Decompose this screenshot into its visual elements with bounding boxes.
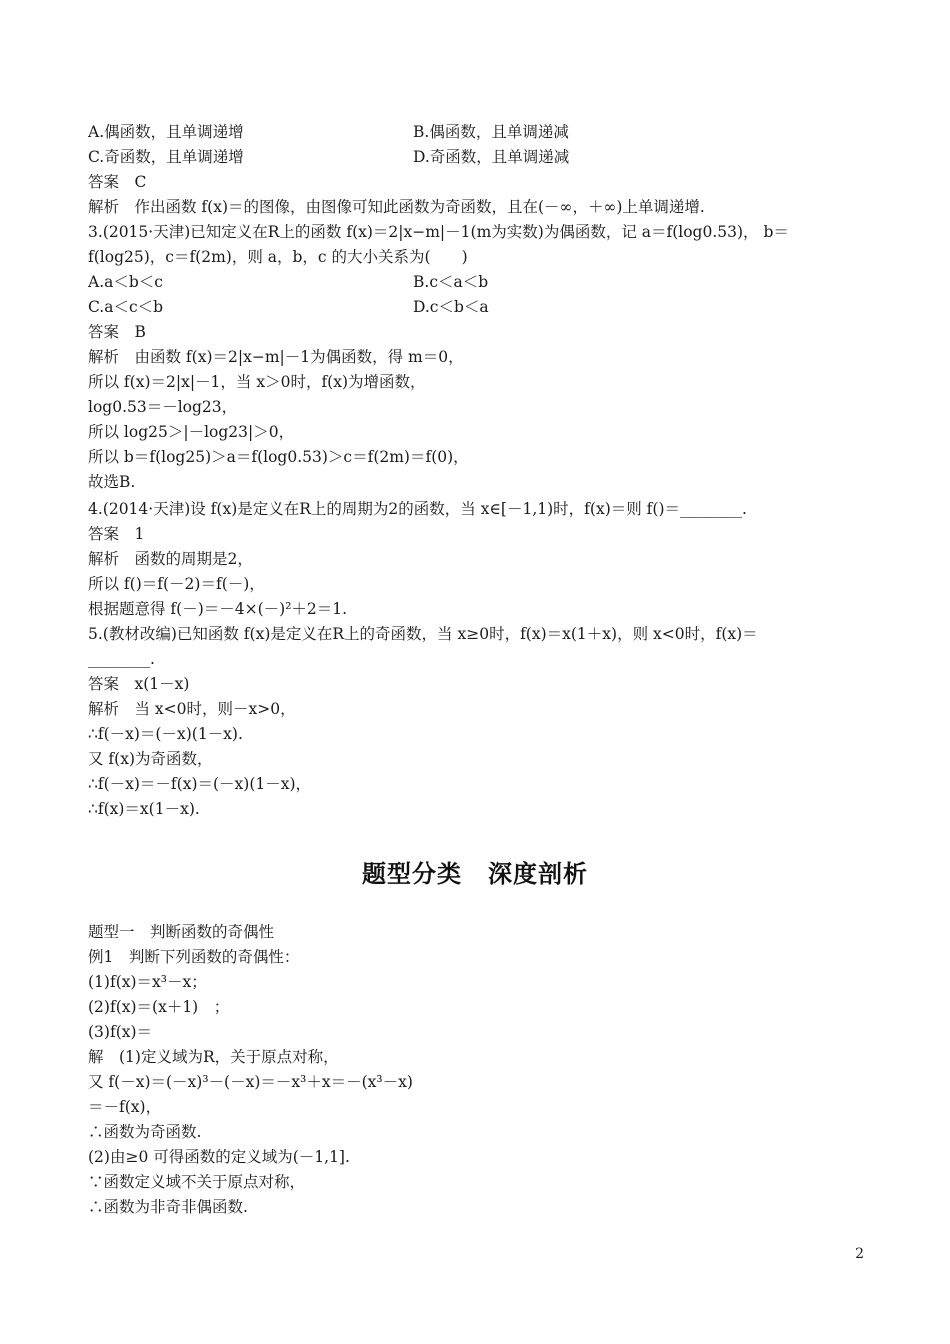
option-text: B.偶函数，且单调递减 (413, 123, 569, 141)
text-line: (3)f(x)＝ (88, 1023, 153, 1041)
option-row (88, 120, 868, 145)
option-row (88, 270, 868, 295)
text-line: 所以 b＝f(log25)＞a＝f(log0.53)＞c＝f(2m)＝f(0)， (88, 448, 469, 466)
option-text: A.偶函数，且单调递增 (88, 123, 244, 141)
text-line: 解析 函数的周期是2， (88, 550, 253, 568)
text-line: 解析 由函数 f(x)＝2|x−m|－1为偶函数，得 m＝0， (88, 348, 464, 366)
text-line: ∴f(－x)＝－f(x)＝(－x)(1－x)， (88, 775, 312, 793)
section-heading-right: 深度剖析 (488, 860, 588, 888)
option-text: D.c＜b＜a (413, 298, 489, 316)
text-line: (2)由≥0 可得函数的定义域为(－1,1]. (88, 1148, 350, 1166)
text-line: 4.(2014·天津)设 f(x)是定义在R上的周期为2的函数，当 x∈[－1,1)时，f(x)＝则 f()＝________. (88, 500, 747, 518)
text-line: 答案 C (88, 173, 147, 191)
text-line: 答案 B (88, 323, 146, 341)
option-row (88, 145, 868, 170)
text-line: ∵函数定义域不关于原点对称， (88, 1173, 306, 1191)
text-line: ∴f(－x)＝(－x)(1－x). (88, 725, 243, 743)
text-line: ∴函数为奇函数. (88, 1123, 202, 1141)
text-line: 所以 log25＞|－log23|＞0， (88, 423, 295, 441)
option-text: C.奇函数，且单调递增 (88, 148, 244, 166)
text-line: 解析 当 x<0时，则－x>0， (88, 700, 296, 718)
text-line: 答案 x(1－x) (88, 675, 190, 693)
text-line: 又 f(－x)＝(－x)³－(－x)＝－x³＋x＝－(x³－x) (88, 1073, 413, 1091)
option-text: C.a＜c＜b (88, 298, 164, 316)
text-line: ∴f(x)＝x(1－x). (88, 800, 200, 818)
option-text: A.a＜b＜c (88, 273, 163, 291)
text-line: 解析 作出函数 f(x)＝的图像，由图像可知此函数为奇函数，且在(－∞，＋∞)上单调递增. (88, 198, 705, 216)
text-line: ＝－f(x)， (88, 1098, 162, 1116)
text-line: 解 (1)定义域为R，关于原点对称， (88, 1048, 339, 1066)
option-text: B.c＜a＜b (413, 273, 489, 291)
section-heading (0, 856, 950, 892)
text-line: 根据题意得 f(－)＝－4×(－)²＋2＝1. (88, 600, 348, 618)
text-line: 5.(教材改编)已知函数 f(x)是定义在R上的奇函数，当 x≥0时，f(x)＝x(1＋x)，则 x<0时，f(x)＝ (88, 625, 758, 643)
text-line: ________. (88, 650, 155, 668)
text-line: 题型一 判断函数的奇偶性 (88, 923, 275, 941)
option-text: D.奇函数，且单调递减 (413, 148, 570, 166)
text-line: 答案 1 (88, 525, 145, 543)
text-line: (2)f(x)＝(x＋1) ； (88, 998, 230, 1016)
text-line: 例1 判断下列函数的奇偶性： (88, 948, 300, 966)
text-line: 所以 f(x)＝2|x|－1，当 x＞0时，f(x)为增函数， (88, 373, 426, 391)
page-number: 2 (855, 1246, 864, 1262)
option-row (88, 295, 868, 320)
text-line: 3.(2015·天津)已知定义在R上的函数 f(x)＝2|x−m|－1(m为实数)为偶函数，记 a＝f(log0.53)， b＝ (88, 223, 789, 241)
text-line: 故选B. (88, 473, 136, 491)
text-line: f(log25)，c＝f(2m)，则 a，b，c 的大小关系为( ) (88, 248, 468, 266)
text-line: (1)f(x)＝x³－x； (88, 973, 207, 991)
text-line: 所以 f()＝f(－2)＝f(－)， (88, 575, 265, 593)
section-heading-left: 题型分类 (362, 860, 462, 888)
text-line: log0.53＝－log23， (88, 398, 238, 416)
text-line: ∴函数为非奇非偶函数. (88, 1198, 248, 1216)
text-line: 又 f(x)为奇函数， (88, 750, 213, 768)
